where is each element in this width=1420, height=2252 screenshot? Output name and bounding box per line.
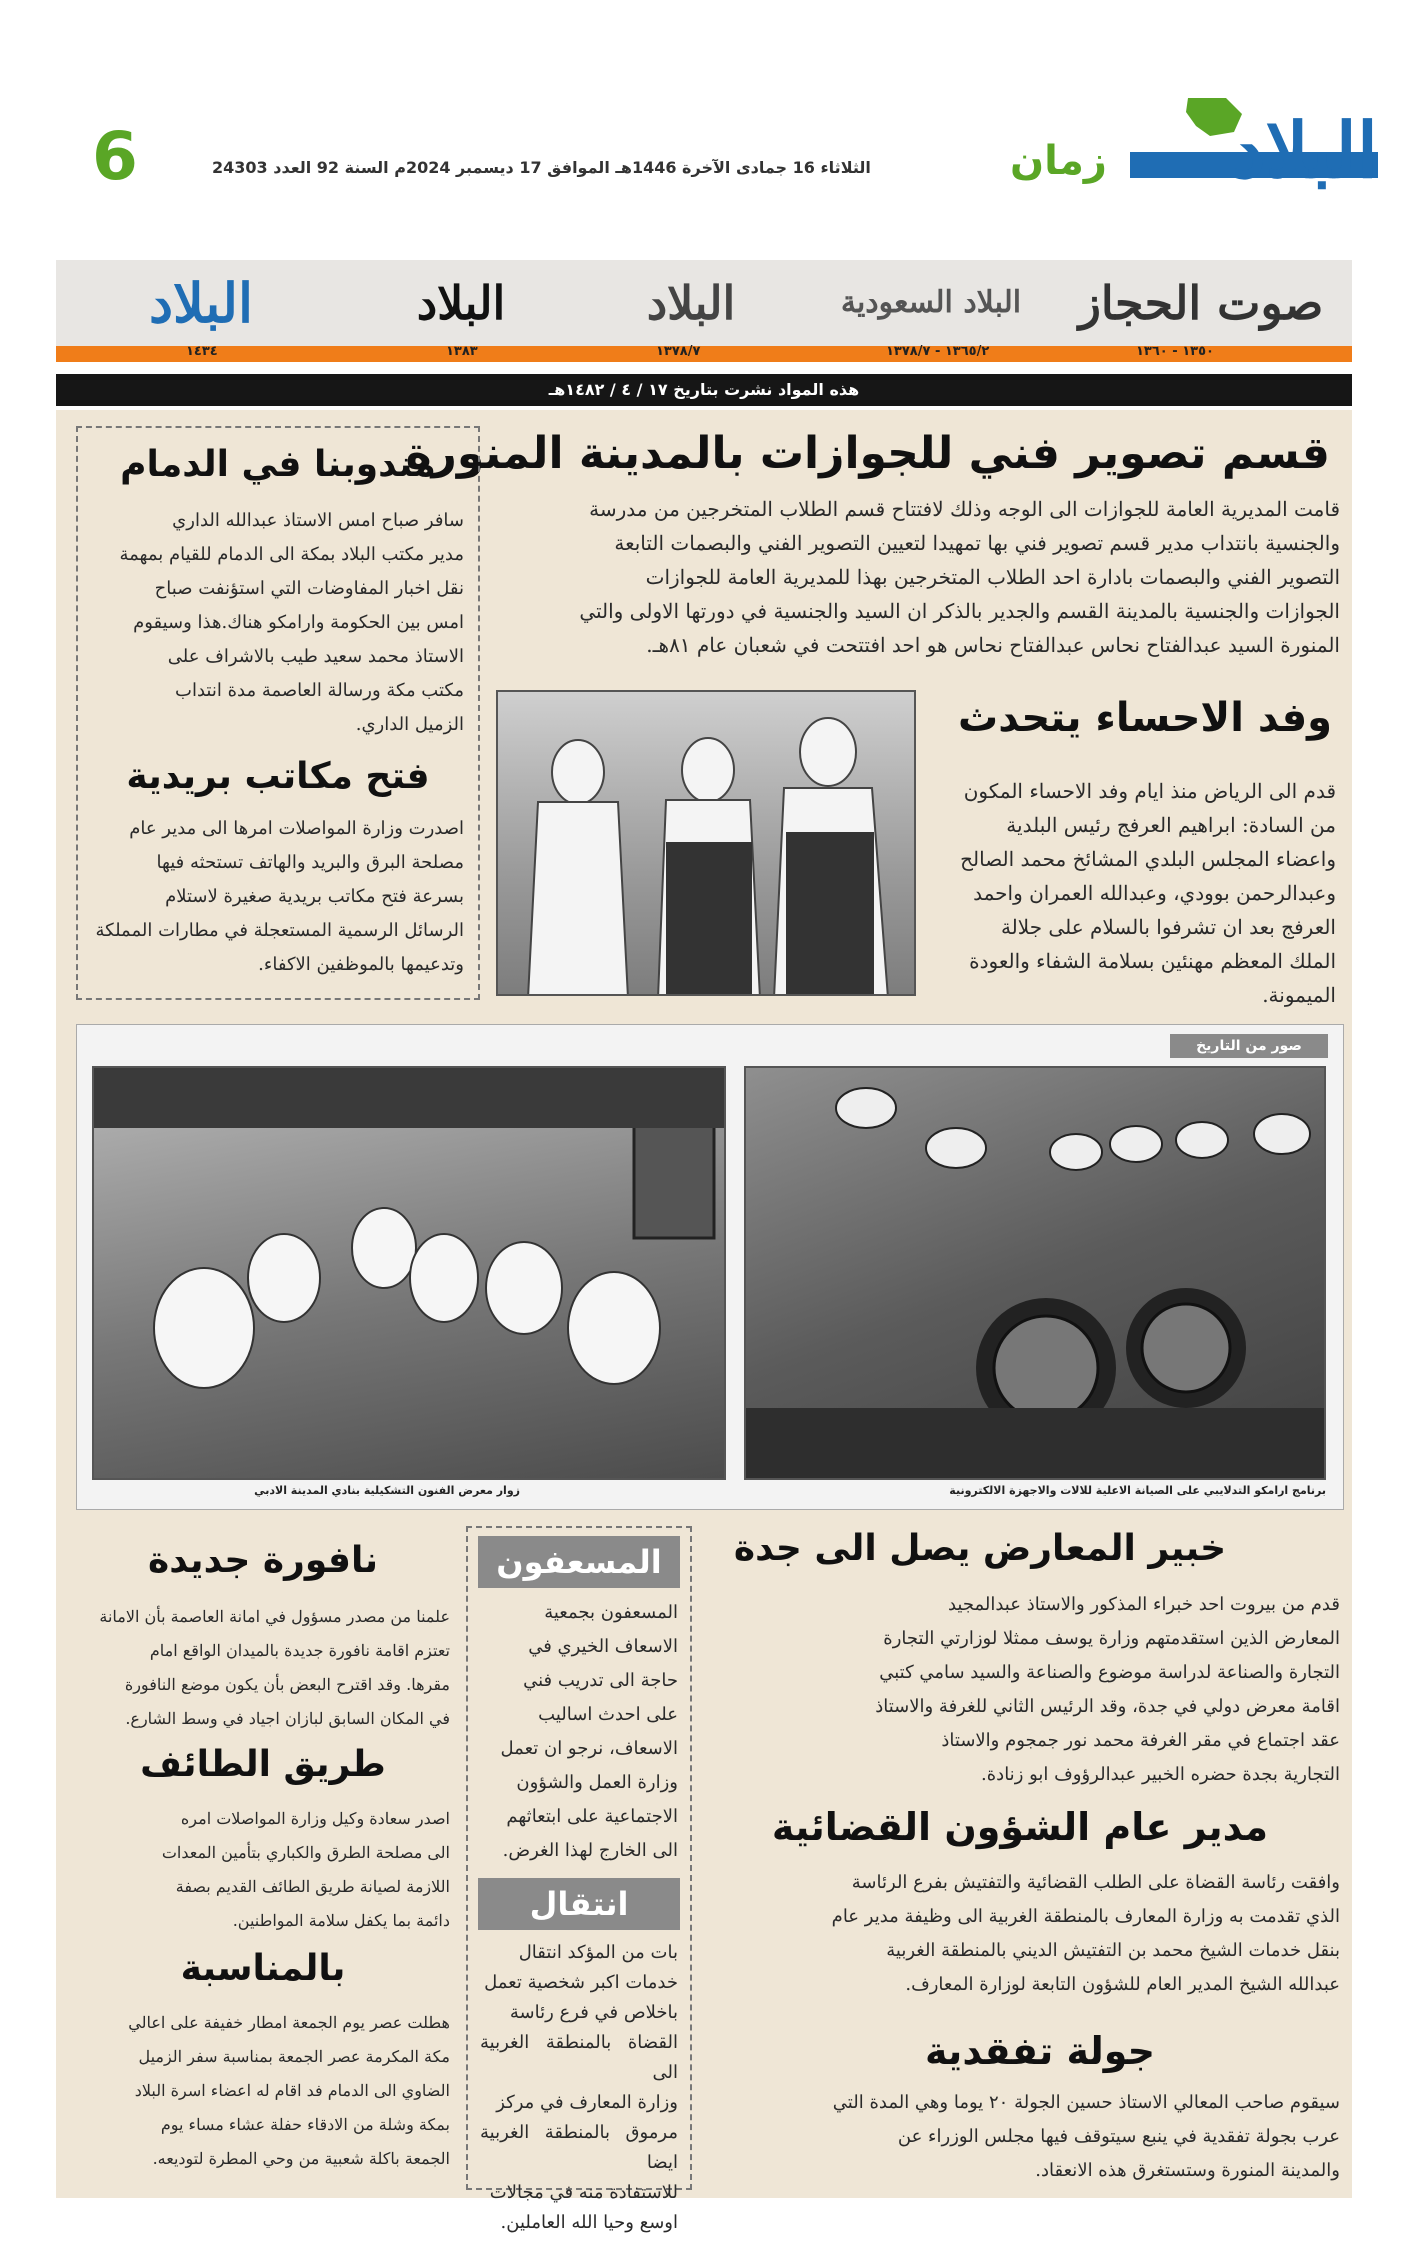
aramco-training-photo <box>744 1066 1326 1480</box>
text-line: على احدث اساليب <box>538 1704 678 1725</box>
text-line: وزارة المعارف في مركز <box>496 2092 678 2113</box>
postal-headline: فتح مكاتب بريدية <box>126 756 430 797</box>
text-line: اصدر سعادة وكيل وزارة المواصلات امره <box>180 1809 450 1828</box>
taif-body <box>76 1802 450 1938</box>
text-line: بات من المؤكد انتقال <box>518 1942 678 1963</box>
occasion-headline: بالمناسبة <box>180 1948 346 1989</box>
text-line: الى الخارج لهذا الغرض. <box>502 1840 678 1861</box>
text-line: حاجة الى تدريب فني <box>523 1670 678 1691</box>
ahsa-body <box>932 774 1336 1012</box>
text-line: الاجتماعية على ابتعاثهم <box>506 1806 678 1827</box>
paramedics-body <box>480 1596 678 1868</box>
text-line: اقامة معرض دولي في جدة، وقد الرئيس الثاني للغرفة والاستاذ <box>875 1696 1340 1717</box>
text-line: سيقوم صاحب المعالي الاستاذ حسين الجولة ٢٠ يوما وهي المدة التي <box>832 2092 1340 2113</box>
transfer-body <box>480 1938 678 2238</box>
text-line: قامت المديرية العامة للجوازات الى الوجه وذلك لافتتاح قسم الطلاب المتخرجين من مدرسة <box>589 497 1340 521</box>
text-line: بنقل خدمات الشيخ محمد بن التفتيش الديني بالمنطقة الغربية <box>886 1940 1340 1961</box>
text-line: التجارة والصناعة لدراسة موضوع والصناعة والسيد سامي كتبي <box>879 1662 1340 1683</box>
text-line: قدم الى الرياض منذ ايام وفد الاحساء المكون <box>963 779 1336 803</box>
passports-body <box>490 492 1340 662</box>
text-line: عقد اجتماع في مقر الغرفة محمد نور جمجوم والاستاذ <box>941 1730 1340 1751</box>
text-line: سافر صباح امس الاستاذ عبدالله الداري <box>172 510 464 531</box>
masthead-logo-5: البلاد <box>148 271 254 335</box>
transfer-headline: انتقال <box>478 1878 680 1930</box>
year-range-2: ١٣٦٥/٢ - ١٣٧٨/٧ <box>886 344 990 359</box>
text-line: وعبدالرحمن بوودي، وعبدالله العمران واحمد <box>973 881 1336 905</box>
text-line: من السادة: ابراهيم العرفج رئيس البلدية <box>1006 813 1336 837</box>
text-line: عرب بجولة تفقدية في ينبع سيتوقف فيها مجلس الوزراء عن <box>897 2126 1340 2147</box>
judicial-headline: مدير عام الشؤون القضائية <box>771 1805 1269 1849</box>
text-line: بسرعة فتح مكاتب بريدية صغيرة لاستلام <box>165 886 464 907</box>
text-line: المسعفون بجمعية <box>544 1602 678 1623</box>
year-range-1: ١٣٥٠ - ١٣٦٠ <box>1136 344 1214 359</box>
text-line: امس بين الحكومة وارامكو هناك.هذا وسيقوم <box>133 612 464 633</box>
text-line: باخلاص في فرع رئاسة <box>509 2002 678 2023</box>
text-line: بمكة وشلة من الادقاء حفلة عشاء مساء يوم <box>160 2115 450 2134</box>
fountain-headline: نافورة جديدة <box>148 1540 378 1581</box>
timeline-years <box>56 344 1352 362</box>
masthead-logo-2: البلاد السعودية <box>840 285 1022 320</box>
page-number: 6 <box>92 118 138 195</box>
text-line: مكة المكرمة عصر الجمعة بمناسبة سفر الزميل <box>138 2047 450 2066</box>
dammam-headline: مندوبنا في الدمام <box>120 444 436 485</box>
text-line: المعارض الذين استقدمتهم وزارة يوسف ممثلا لوزارتي التجارة <box>883 1628 1340 1649</box>
text-line: الميمونة. <box>1262 983 1336 1007</box>
text-line: وتدعيمها بالموظفين الاكفاء. <box>258 954 464 975</box>
text-line: للاستفادة منه في مجالات <box>489 2182 678 2203</box>
judicial-body <box>710 1866 1340 2002</box>
masthead-logo-1: صوت الحجاز <box>1078 276 1324 330</box>
text-line: الضاوي الى الدمام فد اقام له اعضاء اسرة البلاد <box>134 2081 450 2100</box>
text-line: والجنسية بانتداب مدير قسم تصوير فني بها تمهيدا لتعيين التصوير الفني والبصمات التابعة <box>614 531 1340 555</box>
section-title: زمان <box>1010 138 1107 184</box>
art-exhibition-photo <box>92 1066 726 1480</box>
fountain-body <box>76 1600 450 1736</box>
text-line: والمدينة المنورة وستستغرق هذه الانعقاد. <box>1035 2160 1340 2181</box>
text-line: تعتزم اقامة نافورة جديدة بالميدان الواقع امام <box>149 1641 450 1660</box>
text-line: القضاة بالمنطقة الغربية الى <box>480 2032 678 2083</box>
year-range-5: ١٤٣٤ <box>186 344 218 359</box>
issue-date-line: الثلاثاء 16 جمادى الآخرة 1446هـ الموافق 17 ديسمبر 2024م السنة 92 العدد 24303 <box>212 158 871 177</box>
tour-headline: جولة تفقدية <box>925 2029 1155 2073</box>
exhibition-caption: زوار معرض الفنون التشكيلية بنادي المدينة الادبي <box>254 1484 520 1497</box>
text-line: علمنا من مصدر مسؤول في امانة العاصمة بأن الامانة <box>99 1607 450 1626</box>
text-line: هطلت عصر يوم الجمعة امطار خفيفة على اعالي <box>128 2013 450 2032</box>
ahsa-headline: وفد الاحساء يتحدث <box>958 695 1332 741</box>
year-range-3: ١٣٧٨/٧ <box>656 344 701 359</box>
text-line: الاستاذ محمد سعيد طيب بالاشراف على <box>167 646 464 667</box>
logo-text: البلاد <box>1231 106 1378 195</box>
dammam-body <box>92 504 464 742</box>
text-line: الرسائل الرسمية المستعجلة في مطارات المملكة <box>95 920 464 941</box>
published-note: هذه المواد نشرت بتاريخ ١٧ / ٤ / ١٤٨٢هـ <box>56 374 1352 406</box>
text-line: واعضاء المجلس البلدي المشائخ محمد الصالح <box>960 847 1336 871</box>
occasion-body <box>76 2006 450 2176</box>
text-line: وافقت رئاسة القضاة على الطلب القضائية والتفتيش بفرع الرئاسة <box>851 1872 1340 1893</box>
text-line: الذي تقدمت به وزارة المعارف بالمنطقة الغربية الى وظيفة مدير عام <box>831 1906 1340 1927</box>
text-line: نقل اخبار المفاوضات التي استؤنفت صباح <box>154 578 464 599</box>
text-line: مقرها. وقد اقترح البعض بأن يكون موضع النافورة <box>124 1675 450 1694</box>
postal-body <box>92 812 464 982</box>
masthead-logo-4: البلاد <box>416 276 506 330</box>
text-line: المنورة السيد عبدالفتاح نحاس عبدالفتاح نحاس هو احد افتتحت في شعبان عام ٨١هـ. <box>646 633 1340 657</box>
text-line: الاسعاف، نرجو ان تعمل <box>500 1738 678 1759</box>
passports-headline: قسم تصوير فني للجوازات بالمدينة المنورة <box>405 428 1330 479</box>
text-line: اصدرت وزارة المواصلات امرها الى مدير عام <box>129 818 464 839</box>
masthead-history <box>56 260 1352 356</box>
text-line: مكتب مكة ورسالة العاصمة مدة انتداب <box>175 680 464 701</box>
text-line: العرفج بعد ان تشرفوا بالسلام على جلالة <box>1000 915 1336 939</box>
expert-headline: خبير المعارض يصل الى جدة <box>733 1528 1227 1569</box>
newspaper-logo <box>1130 92 1378 200</box>
tour-body <box>710 2086 1340 2188</box>
text-line: خدمات اكبر شخصية تعمل <box>484 1972 678 1993</box>
expert-body <box>710 1588 1340 1792</box>
taif-headline: طريق الطائف <box>140 1744 386 1785</box>
text-line: وزارة العمل والشؤون <box>516 1772 678 1793</box>
year-range-4: ١٣٨٣ <box>446 344 478 359</box>
aramco-caption: برنامج ارامكو التدلايبي على الصيانة الاعلية للالات والاجهزة الالكترونية <box>949 1484 1326 1497</box>
text-line: الى مصلحة الطرق والكباري بتأمين المعدات <box>161 1843 450 1862</box>
text-line: دائمة بما يكفل سلامة المواطنين. <box>232 1911 450 1930</box>
delegation-photo <box>496 690 916 996</box>
text-line: الاسعاف الخيري في <box>528 1636 678 1657</box>
text-line: عبدالله الشيخ المدير العام للشؤون التابعة لوزارة المعارف. <box>905 1974 1340 1995</box>
text-line: اللازمة لصيانة طريق الطائف القديم بصفة <box>175 1877 450 1896</box>
text-line: اوسع وحيا الله العاملين. <box>500 2212 678 2233</box>
text-line: مدير مكتب البلاد بمكة الى الدمام للقيام بمهمة <box>119 544 464 565</box>
text-line: التصوير الفني والبصمات بادارة احد الطلاب المتخرجين بهذا للمديرية العامة للجوازات <box>645 565 1340 589</box>
text-line: الجوازات والجنسية بالمدينة القسم والجدير بالذكر ان السيد والجنسية في دورتها الاولى والتي <box>579 599 1340 623</box>
text-line: مصلحة البرق والبريد والهاتف تستحثه فيها <box>156 852 464 873</box>
text-line: في المكان السابق لبازان اجياد في وسط الشارع. <box>125 1709 450 1728</box>
history-photos-tag: صور من التاريخ <box>1170 1034 1328 1058</box>
text-line: الجمعة باكلة شعبية من وحي المطرة لتوديعه. <box>152 2149 450 2168</box>
text-line: التجارية بجدة حضره الخبير عبدالرؤوف ابو زنادة. <box>981 1764 1340 1785</box>
text-line: قدم من بيروت احد خبراء المذكور والاستاذ عبدالمجيد <box>947 1594 1340 1615</box>
masthead-logo-3: البلاد <box>646 276 736 330</box>
paramedics-headline: المسعفون <box>478 1536 680 1588</box>
text-line: مرموق بالمنطقة الغربية ايضا <box>480 2122 678 2173</box>
text-line: الزميل الداري. <box>355 714 464 735</box>
text-line: الملك المعظم مهنئين بسلامة الشفاء والعودة <box>969 949 1336 973</box>
